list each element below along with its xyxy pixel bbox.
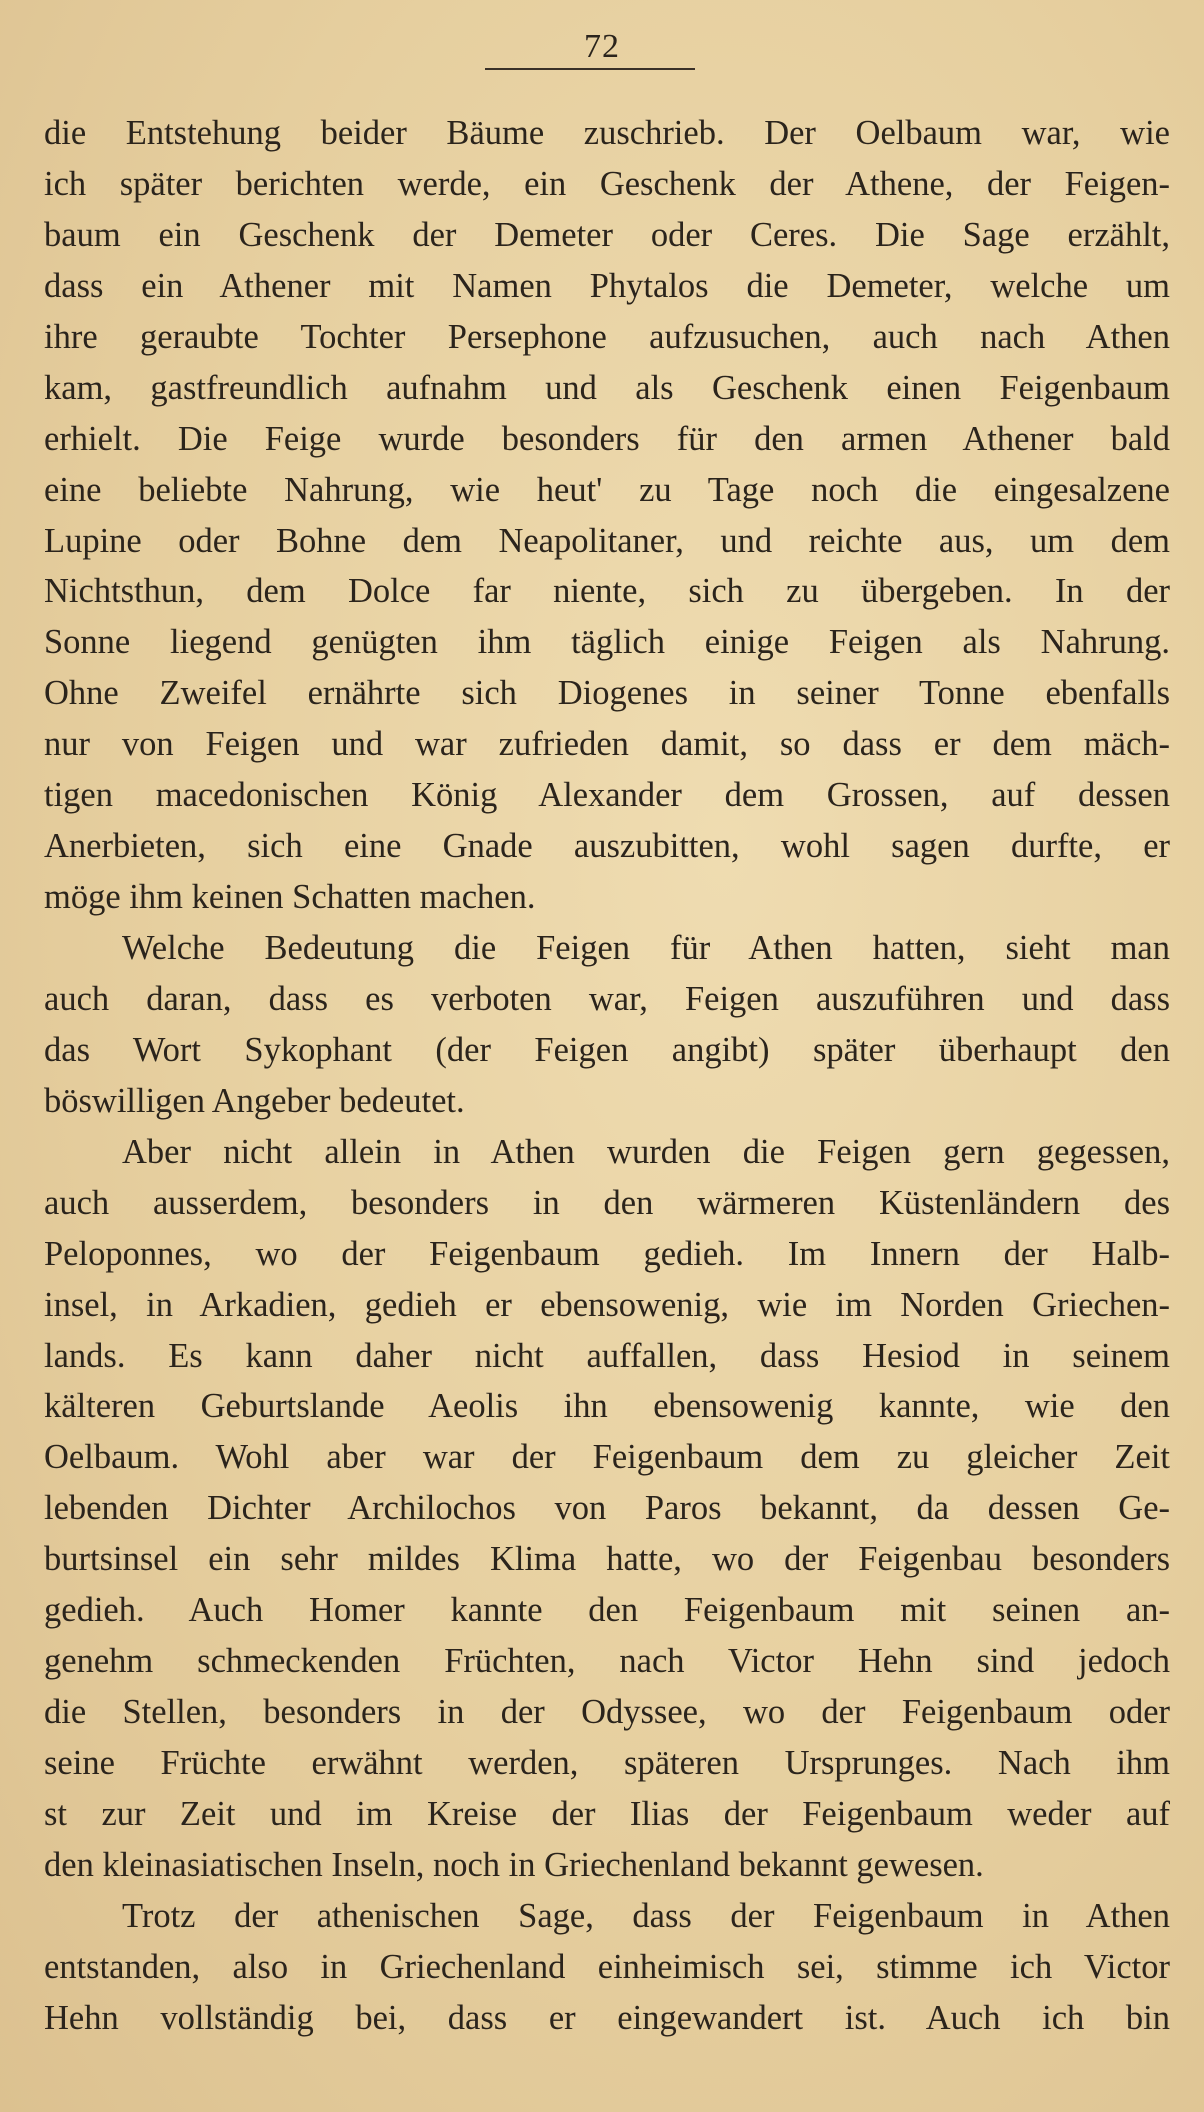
text-line: Ohne Zweifel ernährte sich Diogenes in seiner Tonne ebenfalls	[44, 674, 1170, 713]
paragraph-2	[44, 923, 1170, 1127]
text-line: Oelbaum. Wohl aber war der Feigenbaum dem zu gleicher Zeit	[44, 1438, 1170, 1477]
paragraph-3	[44, 1127, 1170, 1891]
body-text	[44, 108, 1170, 2044]
text-line: seine Früchte erwähnt werden, späteren Ursprunges. Nach ihm	[44, 1744, 1170, 1782]
text-line: die Entstehung beider Bäume zuschrieb. Der Oelbaum war, wie	[44, 114, 1170, 152]
text-line: Aber nicht allein in Athen wurden die Feigen gern gegessen,	[122, 1132, 1170, 1171]
text-line: st zur Zeit und im Kreise der Ilias der Feigenbaum weder auf	[44, 1794, 1170, 1833]
text-line: Lupine oder Bohne dem Neapolitaner, und reichte aus, um dem	[44, 521, 1170, 560]
text-line: Sonne liegend genügten ihm täglich einige Feigen als Nahrung.	[44, 623, 1170, 662]
text-line: entstanden, also in Griechenland einheimisch sei, stimme ich Victor	[44, 1947, 1170, 1986]
text-line: ihre geraubte Tochter Persephone aufzusuchen, auch nach Athen	[44, 317, 1170, 356]
text-line: burtsinsel ein sehr mildes Klima hatte, wo der Feigenbau besonders	[44, 1540, 1170, 1579]
text-line: Nichtsthun, dem Dolce far niente, sich zu übergeben. In der	[44, 572, 1170, 611]
text-line: kälteren Geburtslande Aeolis ihn ebensowenig kannte, wie den	[44, 1387, 1170, 1426]
text-line: nur von Feigen und war zufrieden damit, so dass er dem mäch-	[44, 725, 1170, 764]
header-rule	[485, 68, 695, 70]
text-line: genehm schmeckenden Früchten, nach Victor Hehn sind jedoch	[44, 1642, 1170, 1681]
paragraph-4	[44, 1891, 1170, 2044]
text-line: lebenden Dichter Archilochos von Paros bekannt, da dessen Ge-	[44, 1489, 1170, 1528]
text-line: auch daran, dass es verboten war, Feigen auszuführen und dass	[44, 979, 1170, 1018]
text-line: die Stellen, besonders in der Odyssee, wo der Feigenbaum oder	[44, 1693, 1170, 1732]
text-line: Peloponnes, wo der Feigenbaum gedieh. Im Innern der Halb-	[44, 1234, 1170, 1273]
text-line: erhielt. Die Feige wurde besonders für den armen Athener bald	[44, 419, 1170, 458]
text-line: auch ausserdem, besonders in den wärmeren Küstenländern des	[44, 1183, 1170, 1222]
text-line: den kleinasiatischen Inseln, noch in Griechenland bekannt gewesen.	[44, 1845, 984, 1884]
page-header	[0, 20, 1204, 90]
text-line: tigen macedonischen König Alexander dem Grossen, auf dessen	[44, 776, 1170, 815]
paragraph-1	[44, 108, 1170, 923]
page-number: 72	[584, 28, 620, 65]
text-line: lands. Es kann daher nicht auffallen, dass Hesiod in seinem	[44, 1336, 1170, 1375]
text-line: Welche Bedeutung die Feigen für Athen hatten, sieht man	[122, 929, 1170, 967]
text-line: insel, in Arkadien, gedieh er ebensowenig, wie im Norden Griechen-	[44, 1285, 1170, 1324]
text-line: Trotz der athenischen Sage, dass der Feigenbaum in Athen	[122, 1896, 1170, 1935]
text-line: Anerbieten, sich eine Gnade auszubitten, wohl sagen durfte, er	[44, 827, 1170, 866]
text-line: böswilligen Angeber bedeutet.	[44, 1081, 465, 1120]
text-line: ich später berichten werde, ein Geschenk der Athene, der Feigen-	[44, 164, 1170, 203]
text-line: kam, gastfreundlich aufnahm und als Geschenk einen Feigenbaum	[44, 368, 1170, 407]
text-line: das Wort Sykophant (der Feigen angibt) später überhaupt den	[44, 1030, 1170, 1069]
text-line: dass ein Athener mit Namen Phytalos die Demeter, welche um	[44, 266, 1170, 305]
text-line: gedieh. Auch Homer kannte den Feigenbaum mit seinen an-	[44, 1591, 1170, 1630]
text-line: möge ihm keinen Schatten machen.	[44, 878, 536, 917]
text-line: eine beliebte Nahrung, wie heut' zu Tage noch die eingesalzene	[44, 470, 1170, 509]
text-line: Hehn vollständig bei, dass er eingewandert ist. Auch ich bin	[44, 1998, 1170, 2037]
text-line: baum ein Geschenk der Demeter oder Ceres. Die Sage erzählt,	[44, 215, 1170, 254]
